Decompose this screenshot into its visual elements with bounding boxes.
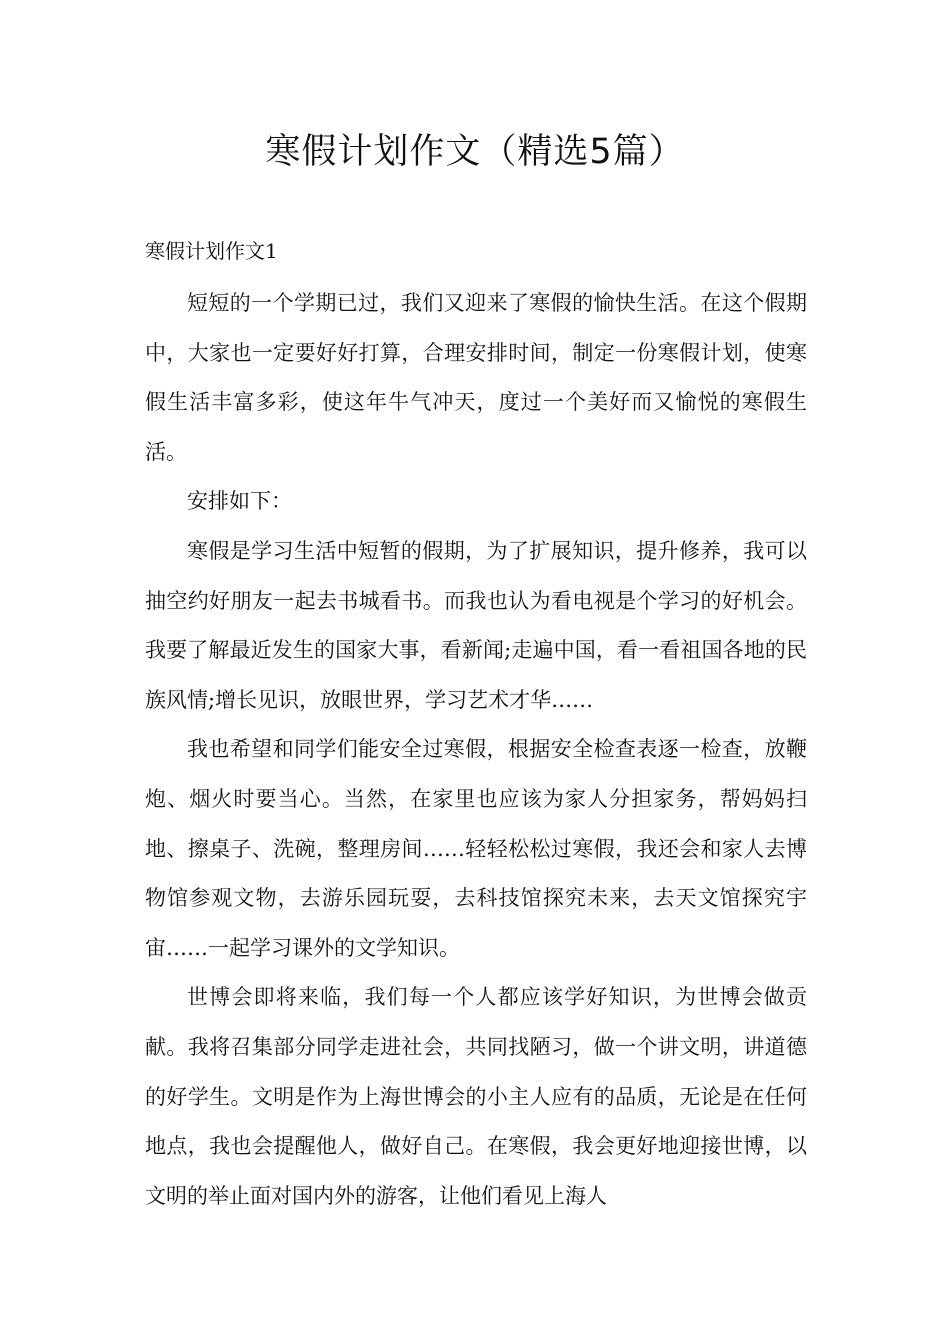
paragraph: 我也希望和同学们能安全过寒假，根据安全检查表逐一检查，放鞭炮、烟火时要当心。当然，在家里也应该为家人分担家务，帮妈妈扫地、擦桌子、洗碗，整理房间……轻轻松松过寒假，我还会和家人去博物馆参观文物，去游乐园玩耍，去科技馆探究未来，去天文馆探究宇宙……一起学习课外的文学知识。	[145, 737, 807, 960]
paragraph: 安排如下：	[187, 489, 292, 514]
paragraph: 世博会即将来临，我们每一个人都应该学好知识，为世博会做贡献。我将召集部分同学走进社会，共同找陋习，做一个讲文明，讲道德的好学生。文明是作为上海世博会的小主人应有的品质，无论是在任何地点，我也会提醒他人，做好自己。在寒假，我会更好地迎接世博，以文明的举止面对国内外的游客，让他们看见上海人	[145, 985, 807, 1208]
section-heading: 寒假计划作文1	[145, 239, 278, 263]
paragraph: 短短的一个学期已过，我们又迎来了寒假的愉快生活。在这个假期中，大家也一定要好好打算，合理安排时间，制定一份寒假计划，使寒假生活丰富多彩，使这年牛气冲天，度过一个美好而又愉悦的寒假生活。	[145, 291, 807, 464]
document-body	[145, 279, 807, 1221]
document-title: 寒假计划作文（精选5篇）	[265, 132, 685, 172]
paragraph: 寒假是学习生活中短暂的假期，为了扩展知识，提升修养，我可以抽空约好朋友一起去书城看书。而我也认为看电视是个学习的好机会。我要了解最近发生的国家大事，看新闻;走遍中国，看一看祖国各地的民族风情;增长见识，放眼世界，学习艺术才华……	[145, 538, 807, 712]
